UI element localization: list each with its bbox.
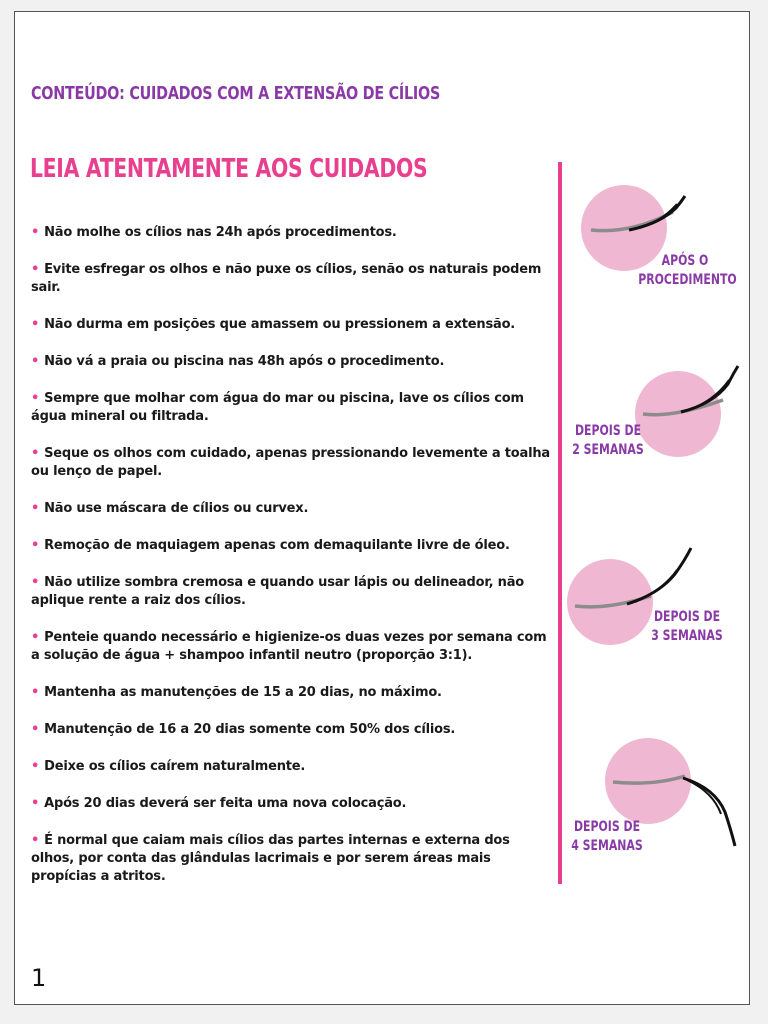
page-title: LEIA ATENTAMENTE AOS CUIDADOS: [30, 154, 428, 184]
list-item: • Não durma em posições que amassem ou pressionem a extensão.: [31, 317, 516, 332]
list-item: • Penteie quando necessário e higienize-os duas vezes por semana com a solução de água + shampoo infantil neutro (proporção 3:1).: [31, 630, 547, 663]
bullet-icon: •: [31, 354, 40, 369]
bullet-icon: •: [31, 575, 40, 590]
stage-label: DEPOIS DE 2 SEMANAS: [572, 423, 644, 458]
list-item: • Manutenção de 16 a 20 dias somente com 50% dos cílios.: [31, 722, 456, 737]
bullet-icon: •: [31, 225, 40, 240]
bullet-icon: •: [31, 759, 40, 774]
bullet-icon: •: [31, 538, 40, 553]
bullet-icon: •: [31, 317, 40, 332]
stage-label: DEPOIS DE 3 SEMANAS: [651, 609, 723, 644]
bullet-icon: •: [31, 446, 40, 461]
bullet-icon: •: [31, 501, 40, 516]
list-item: • Deixe os cílios caírem naturalmente.: [31, 759, 306, 774]
stage-after-procedure: [581, 182, 751, 292]
bullet-icon: •: [31, 722, 40, 737]
care-instructions-list: [31, 224, 551, 905]
stage-label: APÓS O PROCEDIMENTO: [638, 253, 737, 288]
page-number: 1: [31, 964, 47, 992]
stage-four-weeks: [563, 734, 748, 874]
list-item: • Não use máscara de cílios ou curvex.: [31, 501, 309, 516]
bullet-icon: •: [31, 833, 40, 848]
list-item: • Após 20 dias deverá ser feita uma nova colocação.: [31, 796, 407, 811]
list-item: • Não vá a praia ou piscina nas 48h após o procedimento.: [31, 354, 445, 369]
list-item: • É normal que caiam mais cílios das partes internas e externa dos olhos, por conta das glândulas lacrimais e por serem áreas mais propícias a atritos.: [31, 833, 510, 884]
content-header: CONTEÚDO: CUIDADOS COM A EXTENSÃO DE CÍLIOS: [31, 84, 441, 104]
bullet-icon: •: [31, 630, 40, 645]
list-item: • Seque os olhos com cuidado, apenas pressionando levemente a toalha ou lenço de papel.: [31, 446, 550, 479]
bullet-icon: •: [31, 685, 40, 700]
list-item: • Não utilize sombra cremosa e quando usar lápis ou delineador, não aplique rente a raiz dos cílios.: [31, 575, 525, 608]
stage-label: DEPOIS DE 4 SEMANAS: [571, 819, 643, 854]
stage-two-weeks: [563, 356, 748, 476]
bullet-icon: •: [31, 391, 40, 406]
bullet-icon: •: [31, 262, 40, 277]
list-item: • Mantenha as manutenções de 15 a 20 dias, no máximo.: [31, 685, 442, 700]
divider-line: [558, 162, 562, 884]
bullet-icon: •: [31, 796, 40, 811]
list-item: • Sempre que molhar com água do mar ou piscina, lave os cílios com água mineral ou filtrada.: [31, 391, 524, 424]
stage-three-weeks: [567, 538, 747, 658]
list-item: • Evite esfregar os olhos e não puxe os cílios, senão os naturais podem sair.: [31, 262, 542, 295]
list-item: • Não molhe os cílios nas 24h após procedimentos.: [31, 225, 397, 240]
list-item: • Remoção de maquiagem apenas com demaquilante livre de óleo.: [31, 538, 510, 553]
document-page: [14, 11, 750, 1005]
